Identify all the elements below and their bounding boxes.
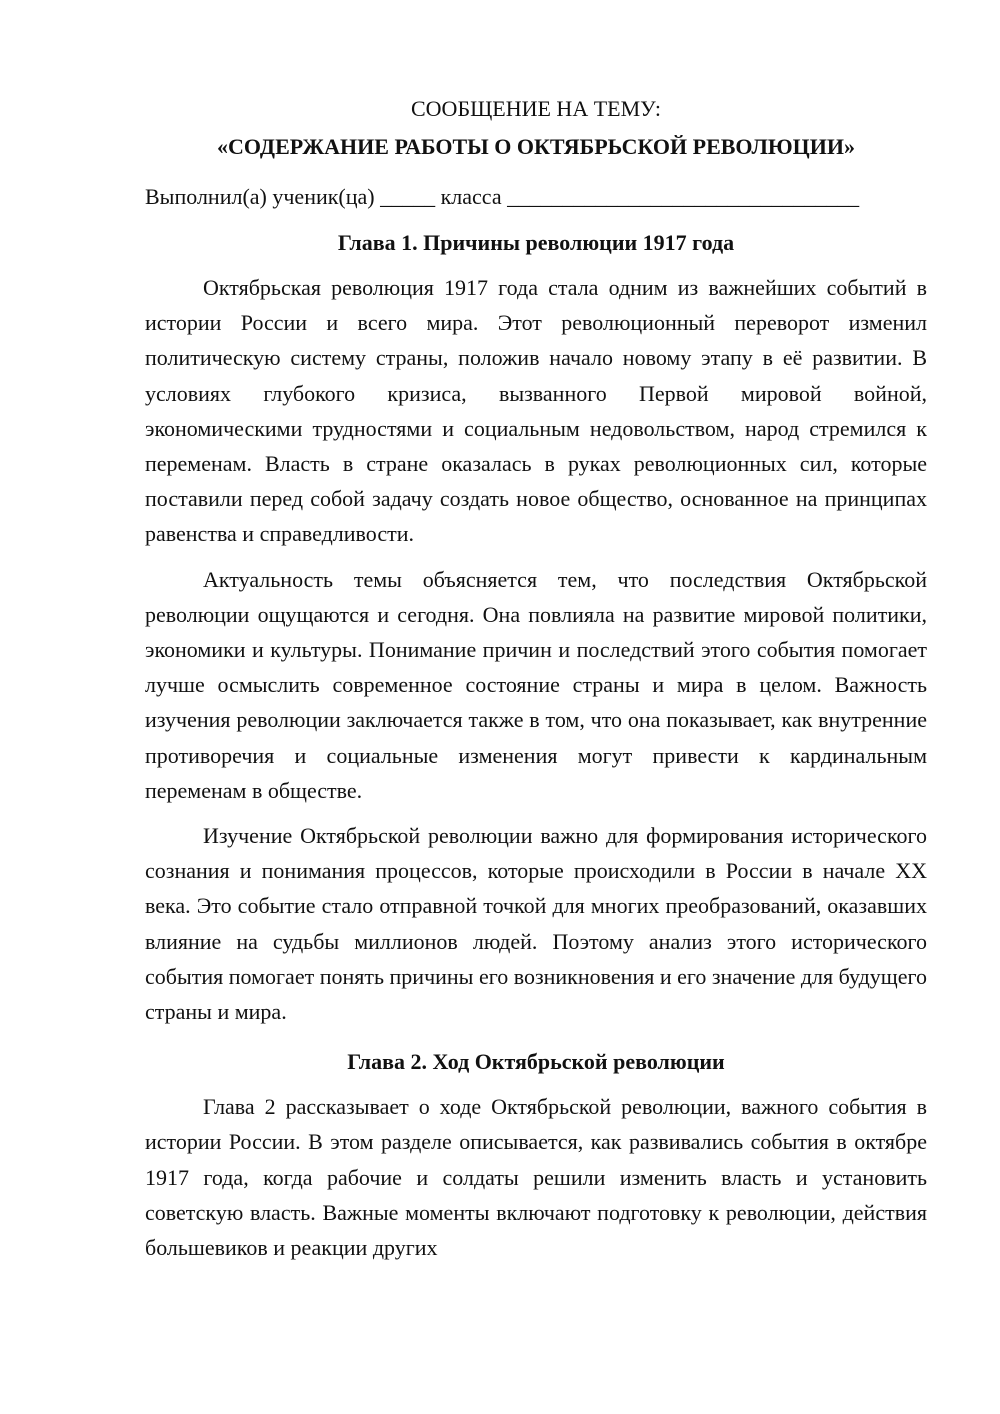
document-subtitle: «СОДЕРЖАНИЕ РАБОТЫ О ОКТЯБРЬСКОЙ РЕВОЛЮЦИИ» [217, 134, 855, 159]
chapter-1-paragraph: Актуальность темы объясняется тем, что последствия Октябрьской революции ощущаются и сегодня. Она повлияла на развитие мировой политики, экономики и культуры. Понимание причин и последствий этого события помогает лучше осмыслить современное состояние страны и мира в целом. Важность изучения революции заключается также в том, что она показывает, как внутренние противоречия и социальные изменения могут привести к кардинальным переменам в обществе. [145, 566, 927, 803]
document-body [145, 92, 927, 1275]
chapter-2-heading: Глава 2. Ход Октябрьской революции [347, 1049, 725, 1075]
document-title: СООБЩЕНИЕ НА ТЕМУ: [411, 96, 661, 121]
student-info-line: Выполнил(а) ученик(ца) _____ класса ________________________________ [145, 184, 860, 209]
chapter-1-paragraph: Октябрьская революция 1917 года стала одним из важнейших событий в истории России и всего мира. Этот революционный переворот изменил политическую систему страны, положив начало новому этапу в её развитии. В условиях глубокого кризиса, вызванного Первой мировой войной, экономическими трудностями и социальным недовольством, народ стремился к переменам. Власть в стране оказалась в руках революционных сил, которые поставили перед собой задачу создать новое общество, основанное на принципах равенства и справедливости. [145, 275, 927, 547]
chapter-1-heading: Глава 1. Причины революции 1917 года [337, 230, 735, 255]
chapter-2-paragraph: Глава 2 рассказывает о ходе Октябрьской революции, важного события в истории России. В этом разделе описывается, как развивались события в октябре 1917 года, когда рабочие и солдаты решили изменить власть и установить советскую власть. Важные моменты включают подготовку к революции, действия большевиков и реакции других [145, 1094, 927, 1261]
chapter-1-paragraph: Изучение Октябрьской революции важно для формирования исторического сознания и понимания процессов, которые происходили в России в начале XX века. Это событие стало отправной точкой для многих преобразований, оказавших влияние на судьбы миллионов людей. Поэтому анализ этого исторического события помогает понять причины его возникновения и его значение для будущего страны и мира. [145, 823, 927, 1025]
